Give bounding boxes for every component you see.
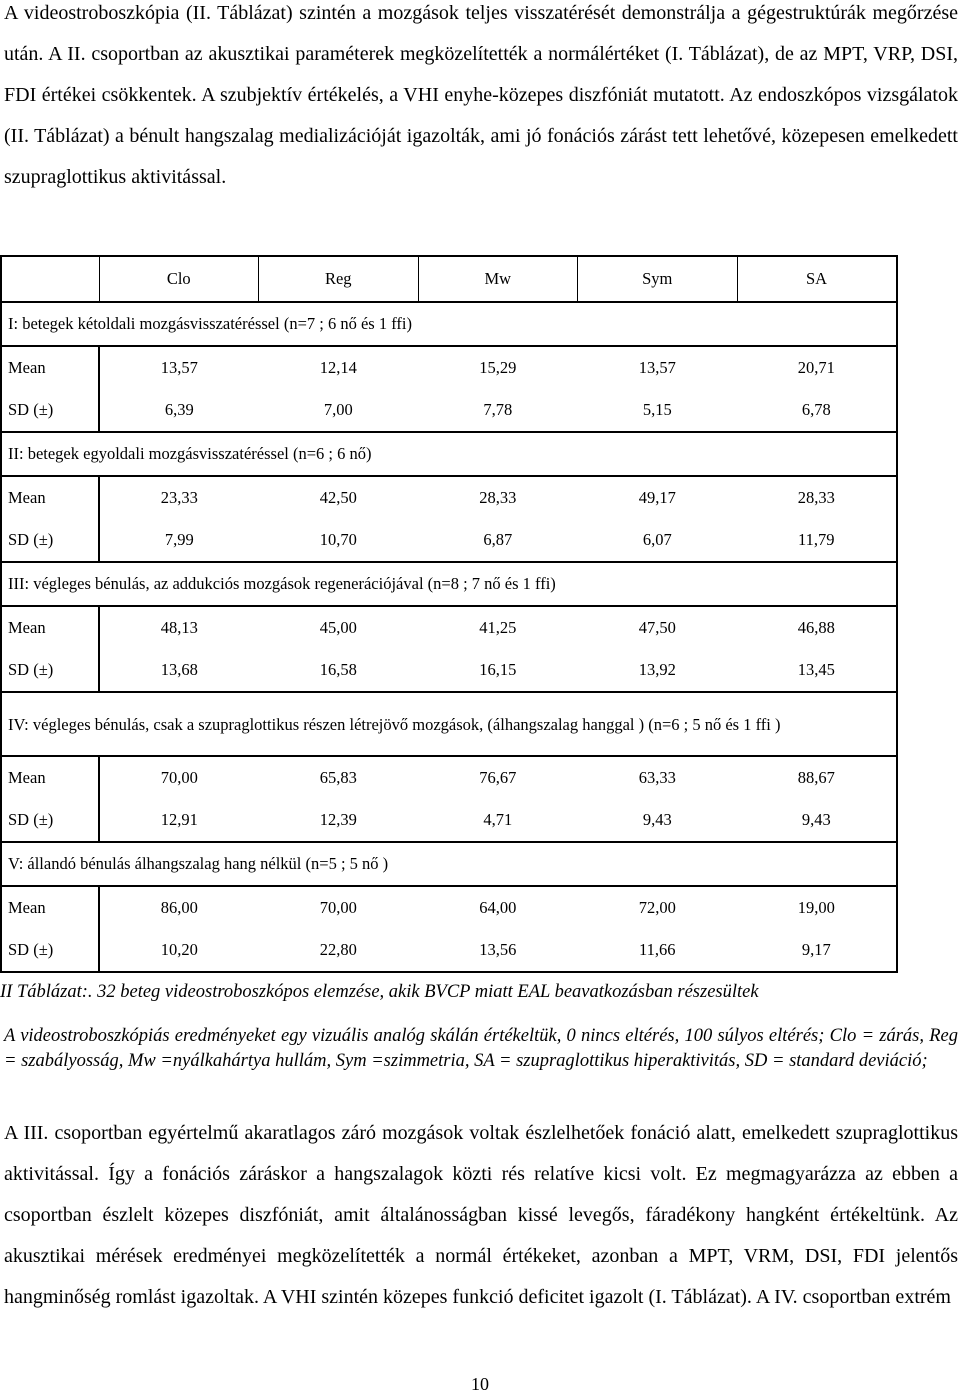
value-cell: 20,71 <box>737 346 897 389</box>
row-label: Mean <box>1 756 99 799</box>
value-cell: 49,17 <box>638 488 676 507</box>
value-cell: 46,88 <box>737 606 897 649</box>
value-cell: 42,50 <box>319 488 357 507</box>
sd-row <box>1 519 897 562</box>
header-blank-cell <box>1 256 99 302</box>
value-cell: 11,79 <box>737 519 897 562</box>
value-cell: 10,20 <box>99 929 259 972</box>
header-reg: Reg <box>259 256 419 302</box>
value-cell: 13,92 <box>578 649 738 692</box>
value-cell: 6,87 <box>418 519 578 562</box>
value-cell: 7,99 <box>99 519 259 562</box>
page-number: 10 <box>471 1374 489 1394</box>
sd-row <box>1 649 897 692</box>
value-cell: 13,45 <box>737 649 897 692</box>
sd-row <box>1 799 897 842</box>
row-label: Mean <box>1 886 99 929</box>
table-caption: II Táblázat:. 32 beteg videostroboszkópos elemzése, akik BVCP miatt EAL beavatkozásban részesültek <box>0 982 759 1002</box>
row-label: Mean <box>1 476 99 519</box>
value-cell: 28,33 <box>479 488 517 507</box>
row-label: SD (±) <box>1 799 99 842</box>
videostroboscopy-table <box>0 255 898 973</box>
mean-row <box>1 886 897 929</box>
group-title-row <box>1 302 897 346</box>
mean-row <box>1 756 897 799</box>
value-cell: 10,70 <box>259 519 419 562</box>
value-cell: 12,91 <box>99 799 259 842</box>
value-cell: 5,15 <box>578 389 738 432</box>
value-cell: 65,83 <box>319 768 357 787</box>
value-cell: 23,33 <box>160 488 198 507</box>
header-mw: Mw <box>418 256 578 302</box>
row-label: SD (±) <box>1 389 99 432</box>
table-header-row <box>1 256 897 302</box>
value-cell: 48,13 <box>160 618 198 637</box>
value-cell: 7,00 <box>259 389 419 432</box>
value-cell: 12,39 <box>259 799 419 842</box>
value-cell: 45,00 <box>319 618 357 637</box>
value-cell: 13,57 <box>638 358 676 377</box>
row-label: SD (±) <box>1 649 99 692</box>
sd-row <box>1 929 897 972</box>
value-cell: 28,33 <box>737 476 897 519</box>
value-cell: 47,50 <box>638 618 676 637</box>
value-cell: 13,68 <box>99 649 259 692</box>
group-title-row <box>1 432 897 476</box>
group-title: V: állandó bénulás álhangszalag hang nélkül (n=5 ; 5 nő ) <box>1 842 897 886</box>
value-cell: 86,00 <box>160 898 198 917</box>
value-cell: 7,78 <box>418 389 578 432</box>
group-title: IV: végleges bénulás, csak a szupraglottikus részen létrejövő mozgások, (álhangszalag hanggal ) (n=6 ; 5 nő és 1 ffi ) <box>1 692 897 756</box>
value-cell: 6,07 <box>578 519 738 562</box>
header-sym: Sym <box>578 256 738 302</box>
value-cell: 76,67 <box>479 768 517 787</box>
value-cell: 63,33 <box>638 768 676 787</box>
value-cell: 13,56 <box>418 929 578 972</box>
value-cell: 15,29 <box>479 358 517 377</box>
value-cell: 16,15 <box>418 649 578 692</box>
value-cell: 19,00 <box>737 886 897 929</box>
row-label: SD (±) <box>1 519 99 562</box>
value-cell: 6,39 <box>99 389 259 432</box>
value-cell: 16,58 <box>259 649 419 692</box>
value-cell: 88,67 <box>737 756 897 799</box>
header-sa: SA <box>737 256 897 302</box>
table-note: A videostroboszkópiás eredményeket egy vizuális analóg skálán értékeltük, 0 nincs eltérés, 100 súlyos eltérés; Clo = zárás, Reg = szabályosság, Mw =nyálkahártya hullám, Sym =szimmetria, SA = szupraglottikus hiperaktivitás, SD = standard deviáció; <box>4 1026 958 1071</box>
row-label: Mean <box>1 606 99 649</box>
value-cell: 41,25 <box>479 618 517 637</box>
value-cell: 64,00 <box>479 898 517 917</box>
intro-paragraph: A videostroboszkópia (II. Táblázat) szintén a mozgások teljes visszatérését demonstrálja a gégestruktúrák megőrzése után. A II. csoportban az akusztikai paraméterek megközelítették a normálértéket (I. Táblázat), de az MPT, VRP, DSI, FDI értékei csökkentek. A szubjektív értékelés, a VHI enyhe-közepes diszfóniát mutatott. Az endoszkópos vizsgálatok (II. Táblázat) a bénult hangszalag medializációját igazolták, ami jó fonációs zárást tett lehetővé, közepesen emelkedett szupraglottikus aktivitással. <box>4 2 958 188</box>
value-cell: 9,43 <box>737 799 897 842</box>
value-cell: 9,17 <box>737 929 897 972</box>
group-title-row <box>1 692 897 756</box>
value-cell: 12,14 <box>319 358 357 377</box>
value-cell: 4,71 <box>418 799 578 842</box>
value-cell: 70,00 <box>319 898 357 917</box>
value-cell: 70,00 <box>160 768 198 787</box>
group-title-row <box>1 562 897 606</box>
mean-row <box>1 346 897 389</box>
mean-row <box>1 476 897 519</box>
value-cell: 22,80 <box>259 929 419 972</box>
header-clo: Clo <box>99 256 259 302</box>
value-cell: 72,00 <box>638 898 676 917</box>
sd-row <box>1 389 897 432</box>
value-cell: 9,43 <box>578 799 738 842</box>
row-label: Mean <box>1 346 99 389</box>
group-title: II: betegek egyoldali mozgásvisszatéréssel (n=6 ; 6 nő) <box>1 432 897 476</box>
value-cell: 6,78 <box>737 389 897 432</box>
group-title: I: betegek kétoldali mozgásvisszatéréssel (n=7 ; 6 nő és 1 ffi) <box>1 302 897 346</box>
row-label: SD (±) <box>1 929 99 972</box>
mean-row <box>1 606 897 649</box>
group-title: III: végleges bénulás, az addukciós mozgások regenerációjával (n=8 ; 7 nő és 1 ffi) <box>1 562 897 606</box>
group-title-row <box>1 842 897 886</box>
value-cell: 13,57 <box>160 358 198 377</box>
value-cell: 11,66 <box>578 929 738 972</box>
body-paragraph: A III. csoportban egyértelmű akaratlagos záró mozgások voltak észlelhetőek fonáció alatt, emelkedett szupraglottikus aktivitással. Így a fonációs záráskor a hangszalagok közti rés relatíve kicsi volt. Ez megmagyarázza az ebben a csoportban észlelt közepes diszfóniát, amit általánosságban kissé levegős, fáradékony hangként értékeltünk. Az akusztikai mérések eredményei megközelítették a normál értékeket, azonban a MPT, VRM, DSI, FDI jelentős hangminőség romlást igazoltak. A VHI szintén közepes funkció deficitet igazolt (I. Táblázat). A IV. csoportban extrém <box>4 1122 958 1308</box>
